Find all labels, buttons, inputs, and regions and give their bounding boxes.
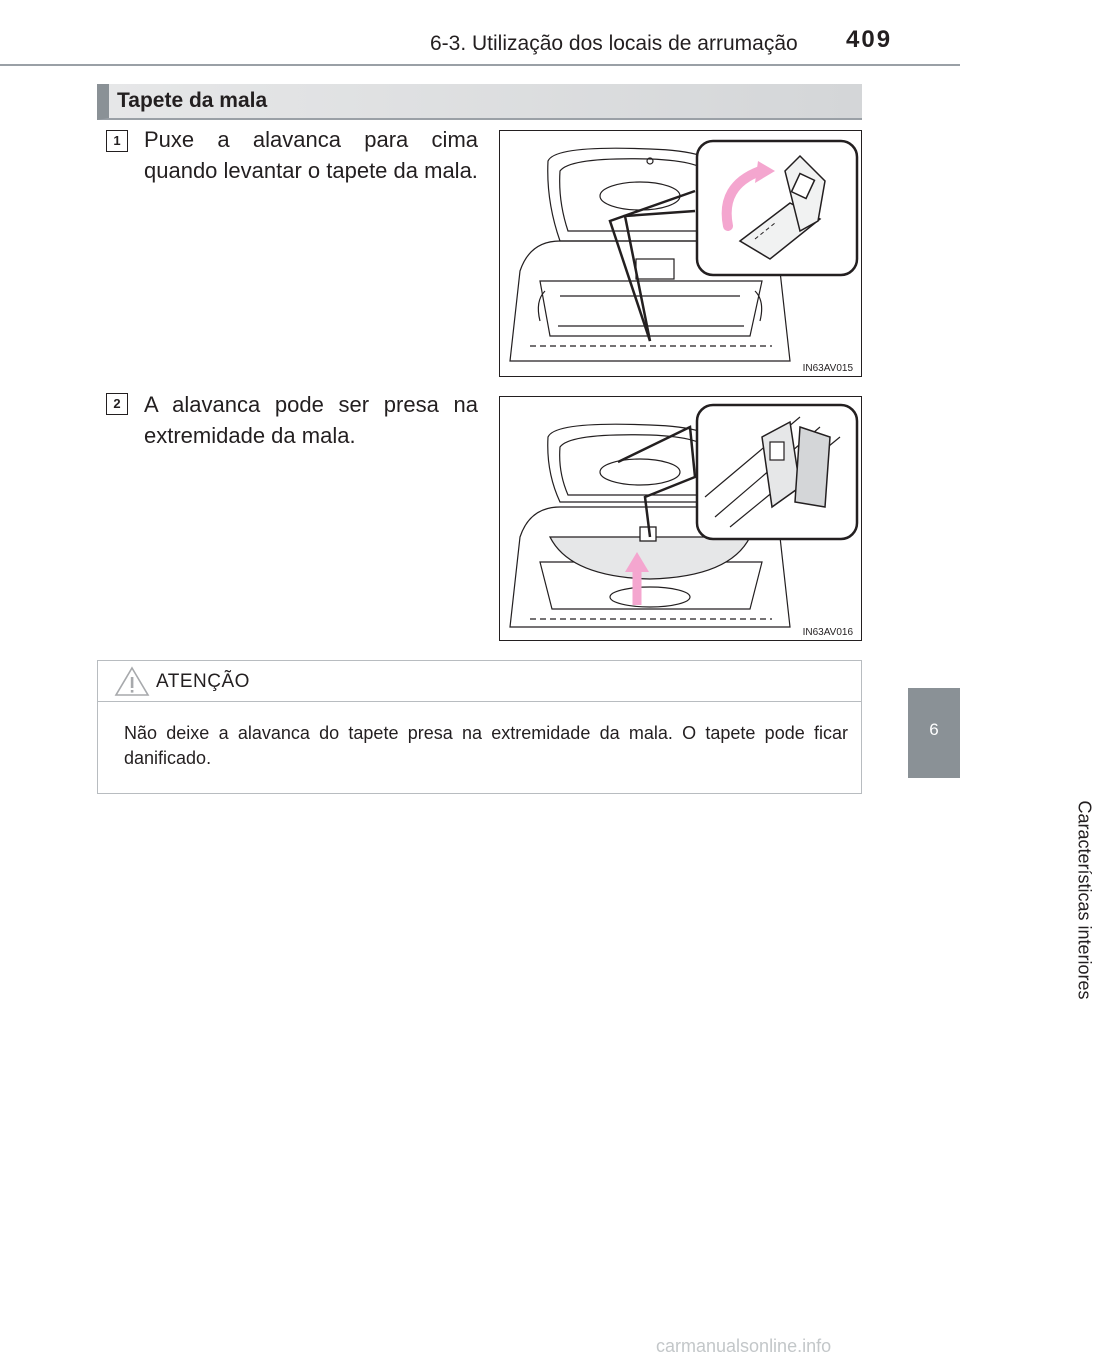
chapter-label: Características interiores: [1074, 800, 1095, 1000]
lever-hooked-illustration: [500, 397, 861, 640]
figure-step-1: [499, 130, 862, 377]
header-rule: [0, 64, 960, 66]
watermark: carmanualsonline.info: [656, 1336, 832, 1356]
running-header-title: 6-3. Utilização dos locais de arrumação: [430, 32, 798, 55]
warning-box: [97, 660, 862, 794]
step-2-text: A alavanca pode ser presa na extremidade da mala.: [144, 392, 478, 448]
warning-titlebar: [98, 661, 861, 702]
section-heading: [97, 84, 862, 120]
warning-text: Não deixe a alavanca do tapete presa na extremidade da mala. O tapete pode ficar danificado.: [124, 723, 848, 768]
figure-step-2: [499, 396, 862, 641]
step-1-badge: 1: [106, 130, 128, 152]
step-2-badge: 2: [106, 393, 128, 415]
step-1-text: Puxe a alavanca para cima quando levantar o tapete da mala.: [144, 127, 478, 183]
warning-title: ATENÇÃO: [156, 671, 250, 692]
section-title: Tapete da mala: [117, 89, 268, 112]
figure-1-code: IN63AV015: [802, 363, 853, 374]
chapter-number: 6: [929, 720, 939, 739]
trunk-mat-lift-illustration: [500, 131, 861, 376]
warning-triangle-icon: [114, 665, 150, 697]
figure-2-code: IN63AV016: [802, 627, 853, 638]
page-number: 409: [846, 26, 893, 53]
